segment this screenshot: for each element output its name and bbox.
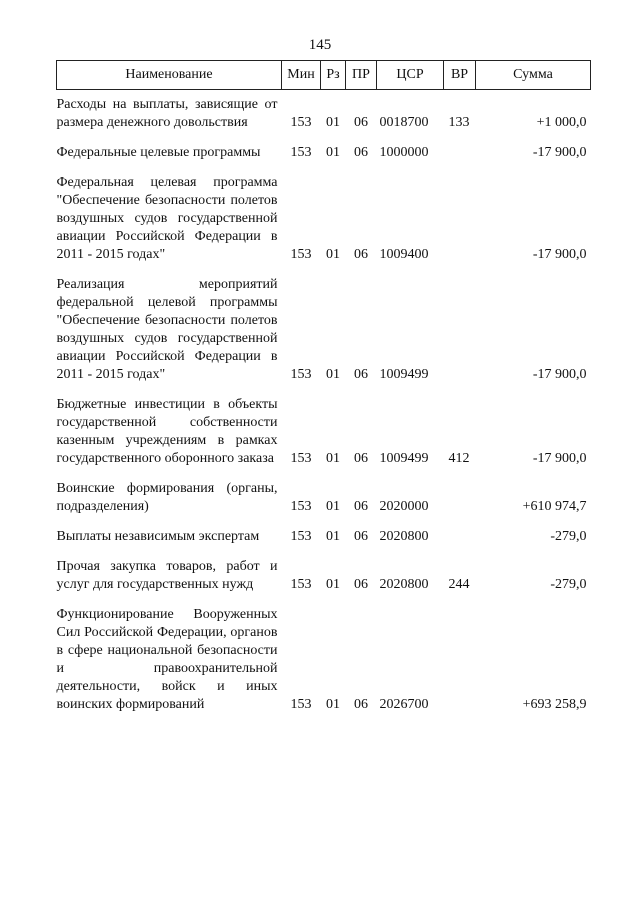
row-pr: 06 [354,247,368,262]
row-vr: 244 [448,577,470,592]
row-rz: 01 [326,115,340,130]
row-pr: 06 [354,451,368,466]
table-row [57,528,591,558]
row-name: Федеральная целевая программа "Обеспечение безопасности полетов воздушных судов государственной авиации Российской Федерации в 2011 - 2015 годах" [56,175,278,262]
row-vr [444,276,476,396]
row-pr: 06 [354,697,368,712]
row-name: Расходы на выплаты, зависящие от размера денежного довольствия [56,97,278,130]
row-pr: 06 [354,145,368,160]
row-vr [444,144,476,174]
row-csr: 2020000 [379,499,429,514]
row-csr: 2020800 [379,577,429,592]
row-rz: 01 [326,499,340,514]
row-min: 153 [290,145,312,160]
table-header-row [57,61,591,90]
row-sum: -17 900,0 [532,247,587,262]
row-csr: 2020800 [379,529,429,544]
row-name: Федеральные целевые программы [56,145,261,160]
row-min: 153 [290,115,312,130]
row-vr [444,528,476,558]
row-pr: 06 [354,499,368,514]
row-csr: 1000000 [379,145,429,160]
table-row [57,276,591,396]
row-sum: -279,0 [550,577,587,592]
row-sum: -17 900,0 [532,451,587,466]
row-name: Бюджетные инвестиции в объекты государственной собственности казенным учреждениям в рамках государственного оборонного заказа [56,397,278,466]
header-csr: ЦСР [377,61,444,90]
page-number: 145 [308,37,332,53]
row-rz: 01 [326,451,340,466]
row-sum: +693 258,9 [522,697,587,712]
row-pr: 06 [354,367,368,382]
header-rz: Рз [321,61,346,90]
row-rz: 01 [326,367,340,382]
table-row [57,174,591,276]
row-sum: -17 900,0 [532,367,587,382]
row-rz: 01 [326,697,340,712]
row-sum: +1 000,0 [536,115,587,130]
table-row [57,606,591,726]
row-pr: 06 [354,577,368,592]
row-vr: 412 [448,451,470,466]
row-csr: 2026700 [379,697,429,712]
row-min: 153 [290,367,312,382]
row-rz: 01 [326,577,340,592]
row-sum: -279,0 [550,529,587,544]
row-min: 153 [290,577,312,592]
row-name: Функционирование Вооруженных Сил Российской Федерации, органов в сфере национальной безопасности и правоохранительной деятельности, войск и иных воинских формирований [56,607,278,712]
row-rz: 01 [326,145,340,160]
row-name: Выплаты независимым экспертам [56,529,260,544]
row-min: 153 [290,697,312,712]
row-min: 153 [290,499,312,514]
row-vr [444,480,476,528]
row-pr: 06 [354,529,368,544]
row-name: Прочая закупка товаров, работ и услуг для государственных нужд [56,559,278,592]
header-min: Мин [282,61,321,90]
header-pr: ПР [346,61,377,90]
row-csr: 1009499 [379,367,429,382]
row-vr [444,174,476,276]
row-min: 153 [290,529,312,544]
header-name: Наименование [57,61,282,90]
table-row [57,144,591,174]
row-vr [444,606,476,726]
row-min: 153 [290,451,312,466]
table-row [57,558,591,606]
row-name: Реализация мероприятий федеральной целевой программы "Обеспечение безопасности полетов воздушных судов государственной авиации Российской Федерации в 2011 - 2015 годах" [56,277,278,382]
row-csr: 1009400 [379,247,429,262]
table-row [57,396,591,480]
header-vr: ВР [444,61,476,90]
row-sum: -17 900,0 [532,145,587,160]
row-rz: 01 [326,247,340,262]
row-name: Воинские формирования (органы, подразделения) [56,481,278,514]
budget-table [56,60,591,726]
row-vr: 133 [448,115,470,130]
table-row [57,480,591,528]
row-sum: +610 974,7 [522,499,587,514]
row-csr: 0018700 [379,115,429,130]
row-rz: 01 [326,529,340,544]
row-pr: 06 [354,115,368,130]
row-csr: 1009499 [379,451,429,466]
header-sum: Сумма [476,61,591,90]
table-row [57,90,591,145]
row-min: 153 [290,247,312,262]
